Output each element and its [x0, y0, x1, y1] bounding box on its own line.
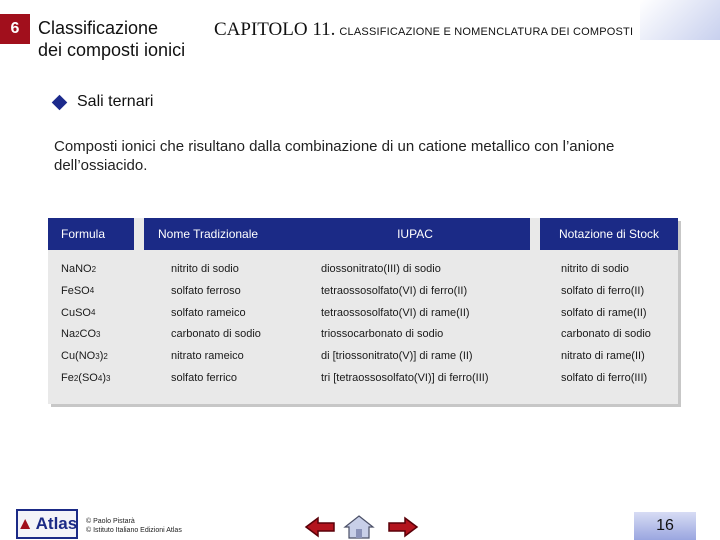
cell-iupac: tetraossosolfato(VI) di ferro(II) [321, 284, 468, 297]
prev-slide-button[interactable] [302, 514, 338, 540]
cell-stock: nitrito di sodio [561, 263, 629, 275]
cell-formula [61, 280, 94, 302]
cell-formula [61, 258, 96, 280]
formula-subscript: 3 [105, 373, 111, 383]
formula-part: (SO [78, 372, 98, 384]
cell-formula [61, 302, 95, 324]
formula-part: NO [75, 263, 92, 275]
formula-subscript: 4 [97, 373, 103, 383]
cell-iupac: di [triossonitrato(V)] di rame (II) [321, 350, 473, 363]
cell-tradizionale: solfato ferrico [171, 372, 238, 384]
table-row [48, 367, 678, 389]
atlas-logo-mark-icon: ▲ [16, 514, 34, 533]
table-row [48, 345, 678, 367]
credit-author: © Paolo Pistarà [86, 518, 135, 525]
diamond-bullet-icon [52, 94, 68, 110]
cell-stock: carbonato di sodio [561, 328, 651, 341]
intro-paragraph: Composti ionici che risultano dalla combinazione di un catione metallico con l’anione dell’ossiacido. [54, 138, 615, 174]
formula-subscript: 2 [73, 373, 79, 383]
cell-stock: solfato di rame(II) [561, 306, 647, 319]
bullet-text: Sali ternari [77, 93, 154, 110]
corner-decoration [640, 0, 720, 40]
formula-part: Na [61, 328, 76, 341]
cell-formula [61, 345, 108, 367]
cell-formula [61, 367, 110, 389]
formula-part: Fe [61, 284, 74, 297]
formula-part: ) [102, 372, 106, 384]
cell-tradizionale: carbonato di sodio [171, 328, 261, 341]
cell-tradizionale: solfato ferroso [171, 284, 241, 297]
home-icon [343, 514, 375, 540]
cell-iupac: triossocarbonato di sodio [321, 328, 444, 341]
formula-subscript: 4 [90, 308, 96, 318]
arrow-right-icon [387, 516, 419, 538]
formula-subscript: 3 [96, 329, 101, 339]
formula-subscript: 3 [95, 351, 100, 361]
page-number: 16 [634, 512, 696, 540]
formula-subscript: 2 [103, 351, 108, 361]
cell-tradizionale: solfato rameico [171, 306, 246, 319]
formula-part: Fe [61, 372, 74, 384]
cell-iupac: tri [tetraossosolfato(VI)] di ferro(III) [321, 372, 489, 384]
cell-tradizionale: nitrito di sodio [171, 263, 239, 275]
next-slide-button[interactable] [385, 514, 421, 540]
formula-part: SO [75, 306, 91, 319]
bullet-heading [54, 93, 153, 111]
formula-subscript: 4 [89, 286, 95, 296]
header-formula: Formula [48, 218, 134, 250]
atlas-logo-text: Atlas [35, 514, 78, 533]
chapter-number-badge: 6 [0, 14, 30, 44]
section-title-line1: Classificazione [38, 18, 159, 38]
table-header [48, 218, 678, 250]
home-button[interactable] [341, 514, 377, 540]
formula-part: Cu(NO [61, 350, 96, 363]
header-tradizionale: Nome Tradizionale [144, 218, 344, 250]
cell-stock: solfato di ferro(III) [561, 372, 648, 384]
formula-part: Cu [61, 306, 76, 319]
credits [86, 517, 182, 535]
section-title-line2: dei composti ionici [38, 40, 186, 60]
credit-publisher: © Istituto Italiano Edizioni Atlas [86, 527, 182, 534]
cell-iupac: tetraossosolfato(VI) di rame(II) [321, 306, 470, 319]
cell-tradizionale: nitrato rameico [171, 350, 244, 363]
chapter-subtitle: CLASSIFICAZIONE E NOMENCLATURA DEI COMPOSTI [339, 26, 634, 38]
chapter-label: CAPITOLO 11. [214, 19, 336, 40]
table-row [48, 280, 678, 302]
cell-iupac: diossonitrato(III) di sodio [321, 263, 441, 275]
cell-formula [61, 323, 100, 345]
section-title [38, 17, 185, 61]
table-row [48, 302, 678, 324]
formula-part: ) [99, 350, 104, 363]
cell-stock: solfato di ferro(II) [561, 284, 645, 297]
formula-part: SO [73, 284, 90, 297]
table-row [48, 258, 678, 280]
header-iupac: IUPAC [300, 218, 530, 250]
cell-stock: nitrato di rame(II) [561, 350, 645, 363]
formula-part: Na [61, 263, 76, 275]
formula-subscript: 2 [91, 264, 97, 274]
atlas-logo [16, 509, 78, 539]
arrow-left-icon [304, 516, 336, 538]
formula-part: CO [79, 328, 97, 341]
salts-table [48, 218, 678, 404]
chapter-header [214, 19, 633, 41]
table-row [48, 323, 678, 345]
header-stock: Notazione di Stock [540, 218, 678, 250]
formula-subscript: 2 [75, 329, 80, 339]
